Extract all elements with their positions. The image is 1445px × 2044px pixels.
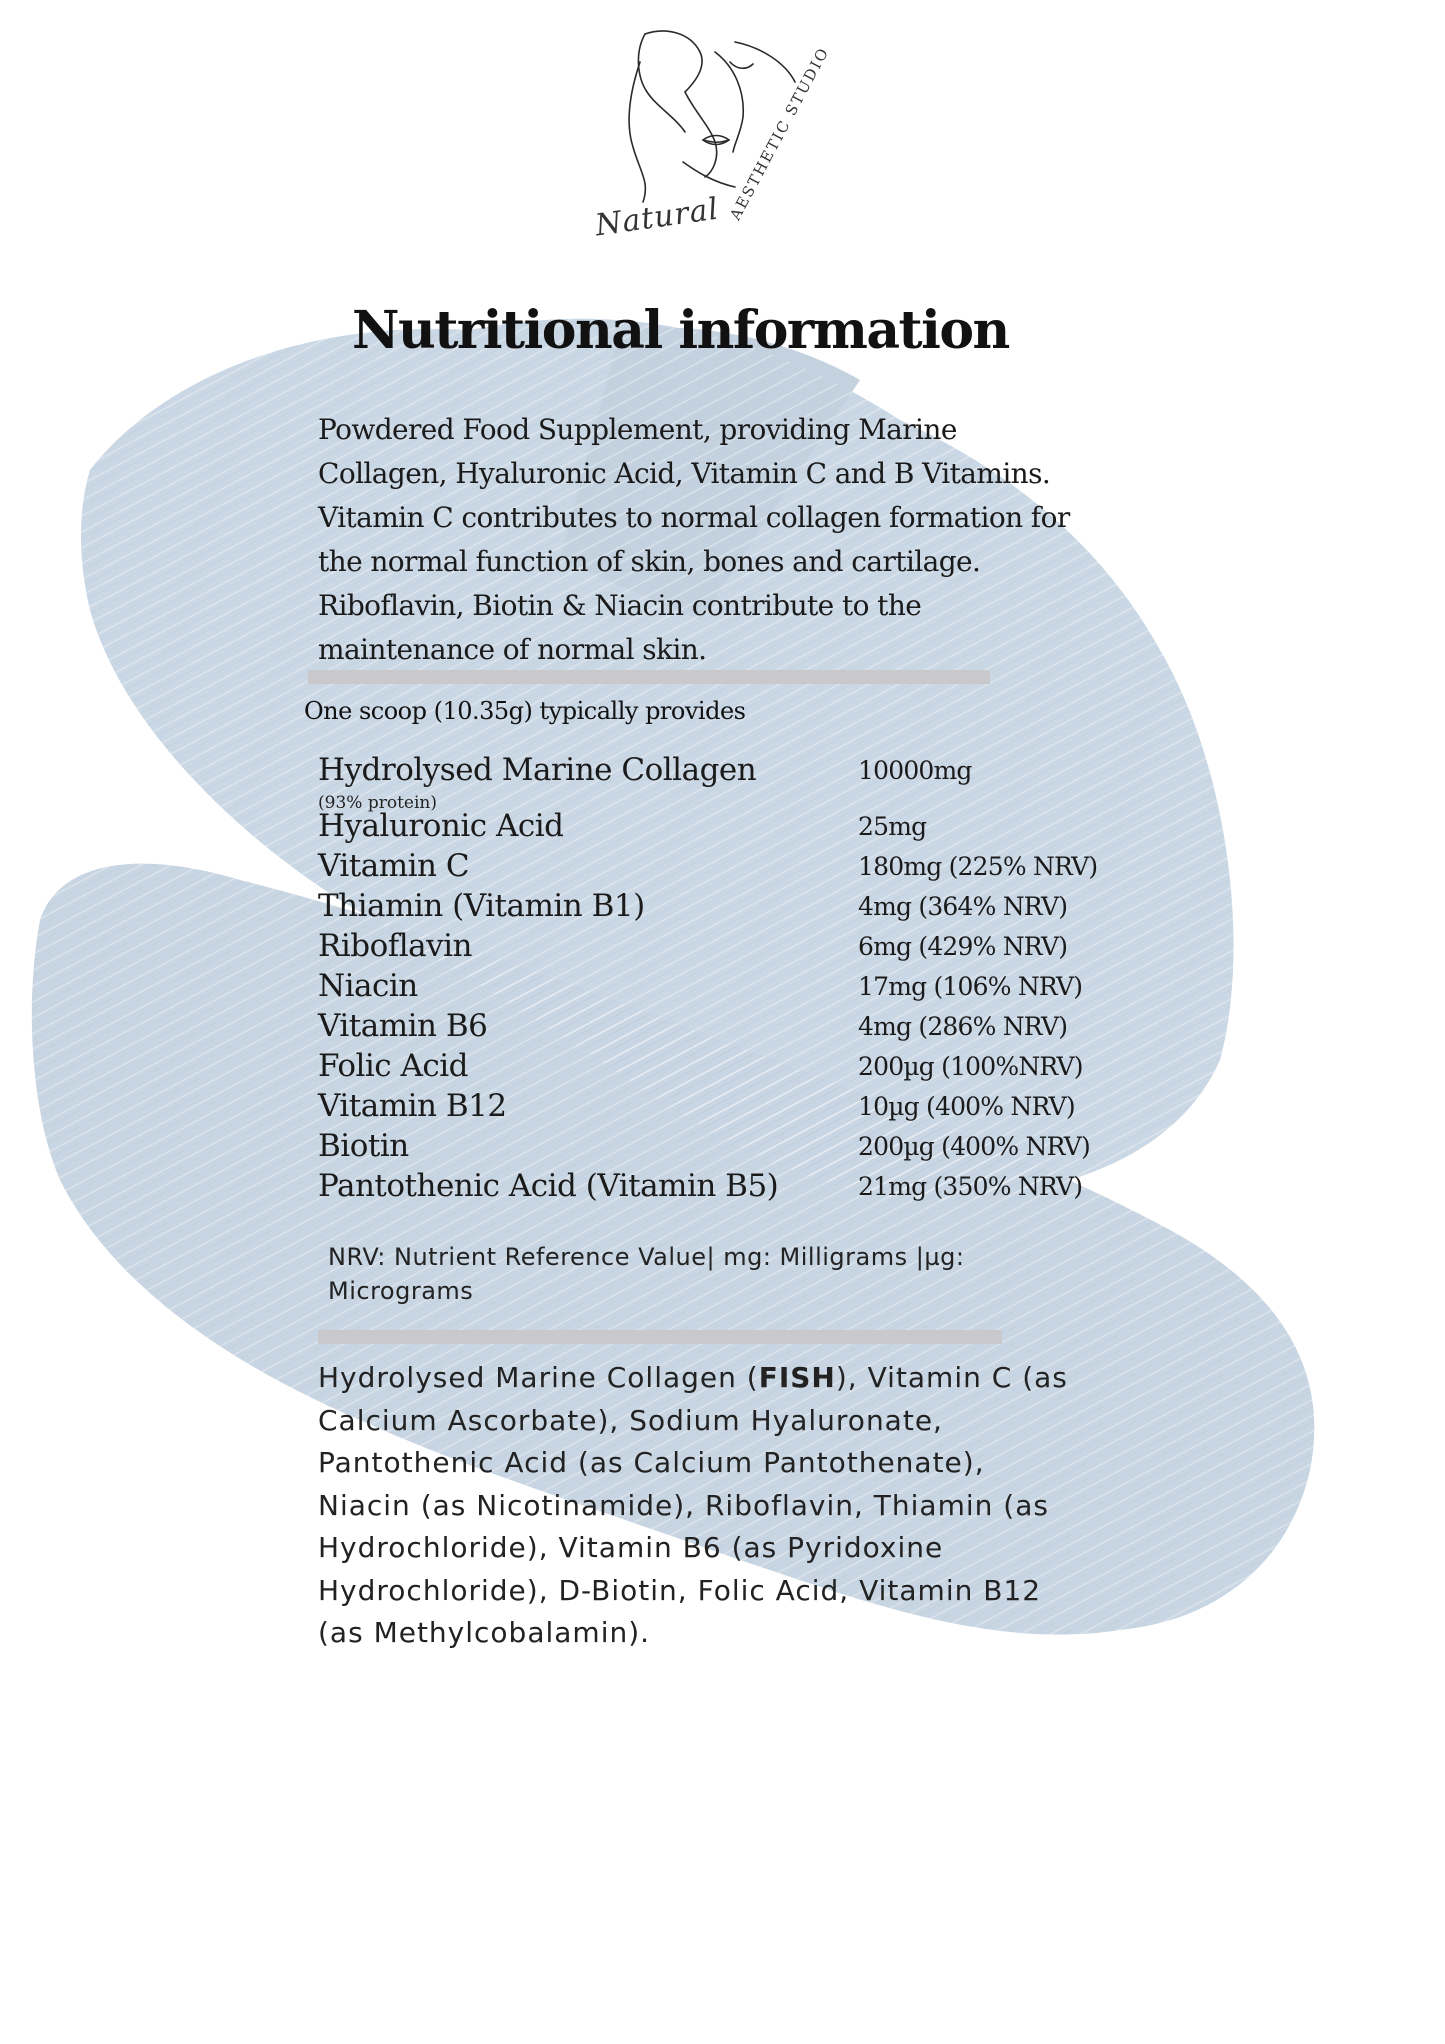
serving-size: One scoop (10.35g) typically provides [304, 697, 746, 725]
nutrient-name: Vitamin B6 [318, 1008, 488, 1044]
table-row [318, 888, 1138, 928]
nutrient-name: Biotin [318, 1128, 409, 1164]
nutrient-value: 21mg (350% NRV) [858, 1172, 1083, 1201]
table-row [318, 1048, 1138, 1088]
ingredients-text-start: Hydrolysed Marine Collagen ( [318, 1361, 759, 1394]
product-description: Powdered Food Supplement, providing Marine Collagen, Hyaluronic Acid, Vitamin C and B Vitamins. Vitamin C contributes to normal collagen formation for the normal function of skin, bones and cartilage. Riboflavin, Biotin & Niacin contribute to the maintenance of normal skin. [318, 413, 1070, 666]
divider-bottom [318, 1330, 1002, 1344]
nutrient-name: Hydrolysed Marine Collagen [318, 752, 757, 788]
nutrient-value: 6mg (429% NRV) [858, 932, 1068, 961]
table-row [318, 752, 1138, 813]
table-row [318, 1128, 1138, 1168]
divider-top [308, 670, 990, 684]
nutrient-value: 25mg [858, 812, 927, 841]
nutrient-name: Pantothenic Acid (Vitamin B5) [318, 1168, 779, 1204]
table-row [318, 928, 1138, 968]
table-row [318, 808, 1138, 848]
ingredients-list [318, 1357, 1078, 1655]
nutrient-name: Niacin [318, 968, 418, 1004]
logo-circle-text: AESTHETIC STUDIO [726, 43, 833, 223]
table-row [318, 1168, 1138, 1208]
table-row [318, 848, 1138, 888]
nutrient-name: Riboflavin [318, 928, 473, 964]
page-title: Nutritional information [352, 300, 1009, 361]
table-row [318, 1008, 1138, 1048]
nutrient-value: 10000mg [858, 756, 972, 785]
nutrient-value: 200µg (100%NRV) [858, 1052, 1083, 1081]
allergen-highlight: FISH [758, 1361, 836, 1394]
nutrient-value: 10µg (400% NRV) [858, 1092, 1075, 1121]
nutrition-table [318, 752, 1138, 1208]
nutrient-value: 4mg (364% NRV) [858, 892, 1068, 921]
nutrient-value: 17mg (106% NRV) [858, 972, 1083, 1001]
table-row [318, 1088, 1138, 1128]
nutrient-value: 200µg (400% NRV) [858, 1132, 1090, 1161]
nutrient-value: 180mg (225% NRV) [858, 852, 1098, 881]
table-row [318, 968, 1138, 1008]
nutrient-name: Hyaluronic Acid [318, 808, 564, 844]
nutrient-name: Vitamin C [318, 848, 470, 884]
nutrient-value: 4mg (286% NRV) [858, 1012, 1068, 1041]
ingredients-text-rest: ), Vitamin C (as Calcium Ascorbate), Sodium Hyaluronate, Pantothenic Acid (as Calcium Pantothenate), Niacin (as Nicotinamide), Riboflavin, Thiamin (as Hydrochloride), Vitamin B6 (as Pyridoxine Hydrochloride), D-Biotin, Folic Acid, Vitamin B12 (as Methylcobalamin). [318, 1361, 1068, 1649]
nrv-legend: NRV: Nutrient Reference Value| mg: Milligrams |µg: Micrograms [328, 1243, 965, 1305]
nutrient-name: Folic Acid [318, 1048, 469, 1084]
nutrient-note: (93% protein) [318, 793, 437, 813]
nutrient-name: Vitamin B12 [318, 1088, 507, 1124]
logo-brand-script: Natural [593, 191, 722, 244]
nutrient-name: Thiamin (Vitamin B1) [318, 888, 645, 924]
